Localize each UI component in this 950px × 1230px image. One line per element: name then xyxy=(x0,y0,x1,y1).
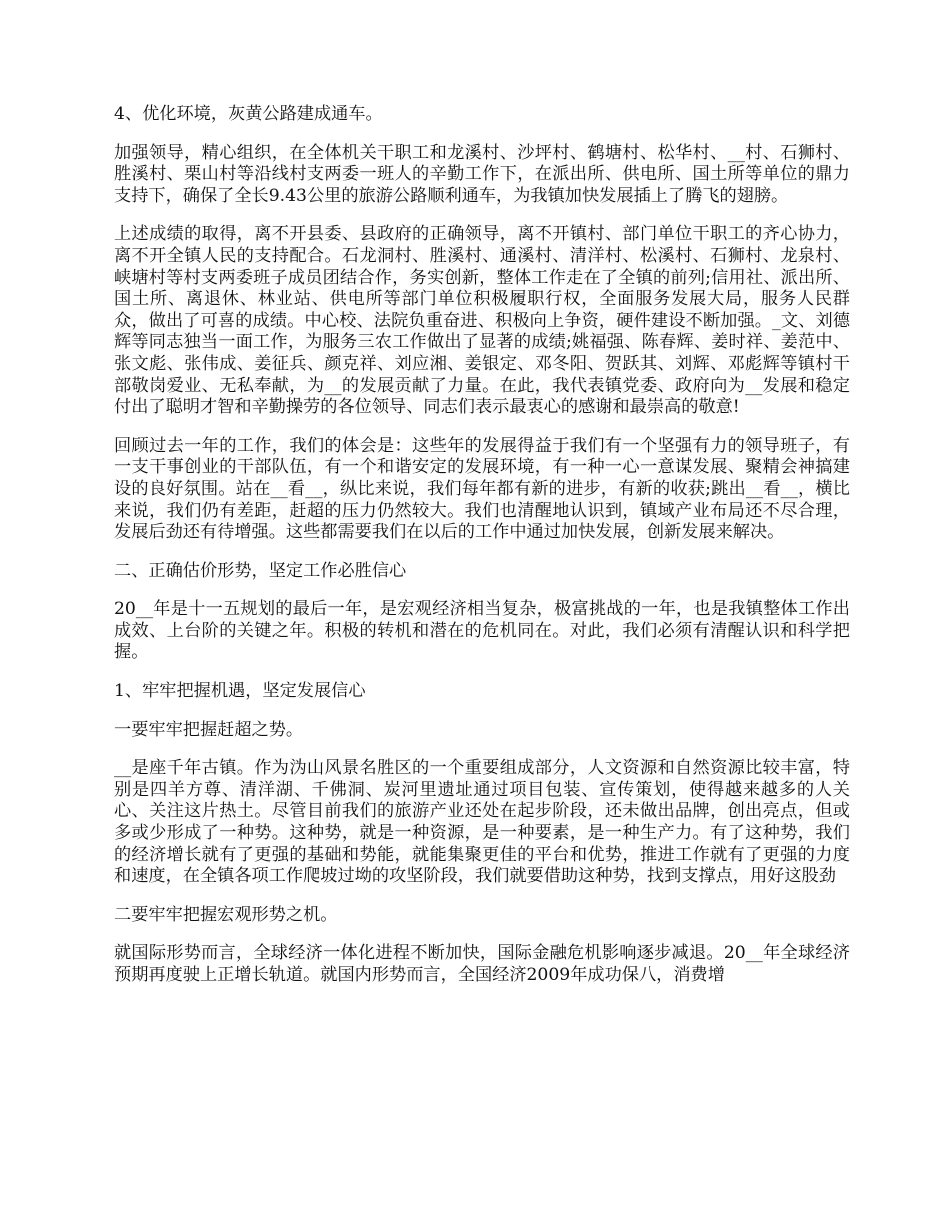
subsection-heading: 1、牢牢把握机遇，坚定发展信心 xyxy=(114,681,366,702)
subsection-heading: 二要牢牢把握宏观形势之机。 xyxy=(114,904,338,925)
body-paragraph: 就国际形势而言，全球经济一体化进程不断加快，国际金融危机影响逐步减退。20__年全球经济预期再度驶上正增长轨道。就国内形势而言，全国经济2009年成功保八，消费增 xyxy=(114,943,850,985)
section-heading: 二、正确估价形势，坚定工作必胜信心 xyxy=(114,560,407,581)
body-paragraph: 20__年是十一五规划的最后一年，是宏观经济相当复杂，极富挑战的一年，也是我镇整体工作出成效、上台阶的关键之年。积极的转机和潜在的危机同在。对此，我们必须有清醒认识和科学把握。 xyxy=(114,599,850,663)
body-paragraph: 上述成绩的取得，离不开县委、县政府的正确领导，离不开镇村、部门单位干职工的齐心协力，离不开全镇人民的支持配合。石龙洞村、胜溪村、通溪村、清洋村、松溪村、石狮村、龙泉村、峡塘村等村支两委班子成员团结合作，务实创新，整体工作走在了全镇的前列;信用社、派出所、国土所、离退休、林业站、供电所等部门单位积极履职行权，全面服务发展大局，服务人民群众，做出了可喜的成绩。中心校、法院负重奋进、积极向上争资，硬件建设不断加强。_文、刘德辉等同志独当一面工作，为服务三农工作做出了显著的成绩;姚福强、陈春辉、姜时祥、姜范中、张文彪、张伟成、姜征兵、颜克祥、刘应湘、姜银定、邓冬阳、贺跃其、刘辉、邓彪辉等镇村干部敬岗爱业、无私奉献，为__的发展贡献了力量。在此，我代表镇党委、政府向为__发展和稳定付出了聪明才智和辛勤操劳的各位领导、同志们表示最衷心的感谢和最崇高的敬意! xyxy=(114,224,850,418)
section-heading: 4、优化环境，灰黄公路建成通车。 xyxy=(114,104,383,124)
body-paragraph: 加强领导，精心组织，在全体机关干职工和龙溪村、沙坪村、鹤塘村、松华村、__村、石狮村、胜溪村、栗山村等沿线村支两委一班人的辛勤工作下，在派出所、供电所、国土所等单位的鼎力支持下，确保了全长9.43公里的旅游公路顺利通车，为我镇加快发展插上了腾飞的翅膀。 xyxy=(114,142,850,206)
document-page xyxy=(114,104,850,1004)
body-paragraph: 回顾过去一年的工作，我们的体会是：这些年的发展得益于我们有一个坚强有力的领导班子，有一支干事创业的干部队伍，有一个和谐安定的发展环境，有一种一心一意谋发展、聚精会神搞建设的良好氛围。站在__看__，纵比来说，我们每年都有新的进步，有新的收获;跳出__看__，横比来说，我们仍有差距，赶超的压力仍然较大。我们也清醒地认识到，镇域产业布局还不尽合理，发展后劲还有待增强。这些都需要我们在以后的工作中通过加快发展，创新发展来解决。 xyxy=(114,435,850,543)
subsection-heading: 一要牢牢把握赶超之势。 xyxy=(114,719,304,740)
body-paragraph: __是座千年古镇。作为沩山风景名胜区的一个重要组成部分，人文资源和自然资源比较丰富，特别是四羊方尊、清洋湖、千佛洞、炭河里遗址通过项目包装、宣传策划，使得越来越多的人关心、关注这片热土。尽管目前我们的旅游产业还处在起步阶段，还未做出品牌，创出亮点，但或多或少形成了一种势。这种势，就是一种资源，是一种要素，是一种生产力。有了这种势，我们的经济增长就有了更强的基础和势能，就能集聚更佳的平台和优势，推进工作就有了更强的力度和速度，在全镇各项工作爬坡过坳的攻坚阶段，我们就要借助这种势，找到支撑点，用好这股劲 xyxy=(114,758,850,887)
